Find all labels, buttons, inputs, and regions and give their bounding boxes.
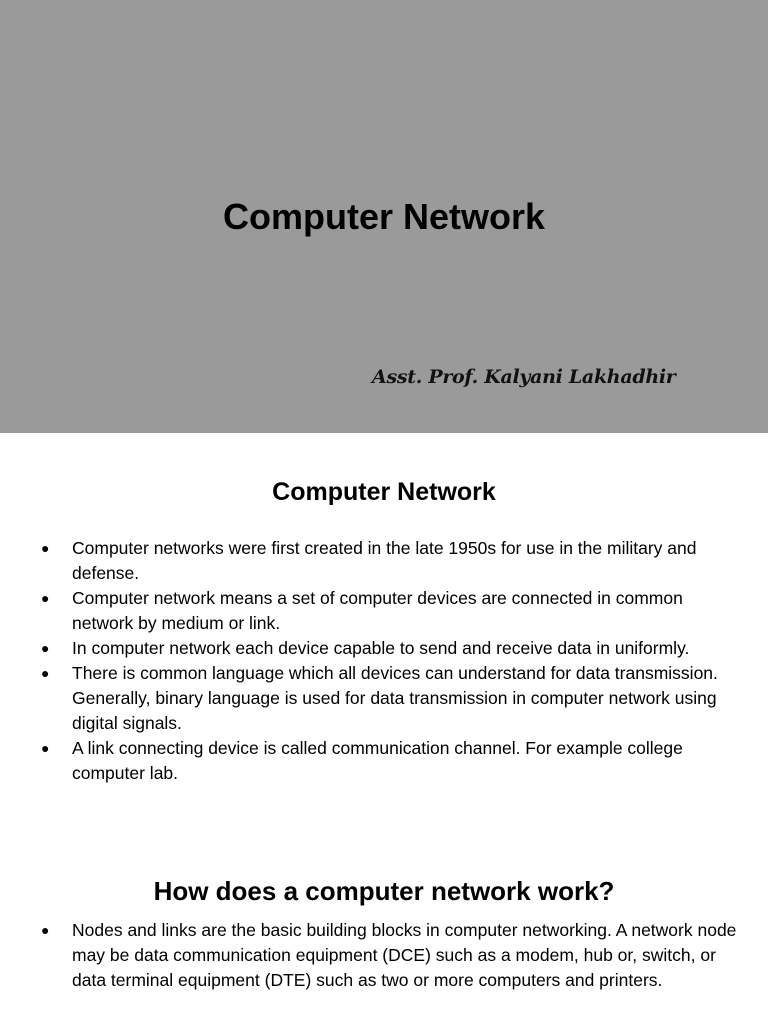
- list-item-text: In computer network each device capable to send and receive data in uniformly.: [72, 638, 690, 658]
- list-item-text: Computer networks were first created in the late 1950s for use in the military and defense.: [72, 538, 697, 583]
- section-heading-computer-network: Computer Network: [272, 478, 496, 506]
- list-item-text: A link connecting device is called communication channel. For example college computer lab.: [72, 738, 683, 783]
- list-item: [0, 536, 768, 586]
- bullet-icon: ●: [41, 640, 50, 656]
- list-item-text: There is common language which all devices can understand for data transmission. Generally, binary language is used for data transmission in computer network using digital signals.: [72, 663, 718, 733]
- bullet-list-how-network-works: [0, 918, 768, 993]
- bullet-icon: ●: [41, 740, 50, 756]
- list-item: [0, 918, 768, 993]
- list-item: [0, 636, 768, 661]
- list-item-text: Computer network means a set of computer devices are connected in common network by medium or link.: [72, 588, 683, 633]
- list-item: [0, 661, 768, 736]
- bullet-icon: ●: [41, 665, 50, 681]
- list-item: [0, 736, 768, 786]
- section-heading-how-network-works: How does a computer network work?: [153, 876, 615, 906]
- title-slide: [0, 0, 768, 433]
- list-item-text: Nodes and links are the basic building blocks in computer networking. A network node may be data communication equipment (DCE) such as a modem, hub or, switch, or data terminal equipment (DTE) such as two or more computers and printers.: [72, 920, 737, 990]
- bullet-list-computer-network: [0, 536, 768, 786]
- page-title: Computer Network: [222, 196, 546, 237]
- bullet-icon: ●: [41, 922, 50, 938]
- bullet-icon: ●: [41, 540, 50, 556]
- list-item: [0, 586, 768, 636]
- bullet-icon: ●: [41, 590, 50, 606]
- author-name: Asst. Prof. Kalyani Lakhadhir: [372, 366, 676, 388]
